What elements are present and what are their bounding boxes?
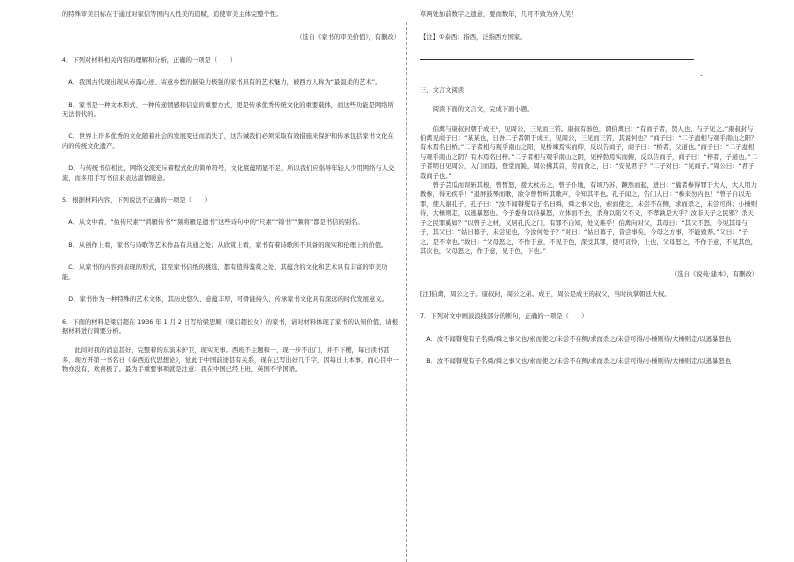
question-6-stem: 6．下面的材料是梁启超在 1936 年 1 月 2 日写给梁思顺（梁启超长女）的家书，请对材料体现了家书的认知价值，请根据材料进行简要分析。 xyxy=(62,318,399,335)
answer-line[interactable] xyxy=(420,59,694,60)
source-citation-2: （选自《说苑·建本》，有删改） xyxy=(670,271,758,279)
q7-option-a: A．汝不闻瞽叟有子名舜/舜之事父也/索而使之/未尝不在侧/求而杀之/未尝可得/小棰则待/大棰则走/以逃暴怒也 xyxy=(426,335,731,343)
q5-option-d: D．家书作为一种特殊的艺术文体，其历史悠久、意蕴丰厚，可骨能持久，传承家书文化具有深远的时代发展意义。 xyxy=(68,296,388,304)
q4-option-b: B．家书是一种文本形式、一种传递情感和信息的重要方式，更是传承优秀传统文化的重要载体，而这些功能是网络所无法替代的。 xyxy=(62,101,394,119)
left-column xyxy=(62,10,400,375)
annotation-note: 【注】①泰西：指西，泛指西方国家。 xyxy=(420,34,527,42)
material-tail: 草两处加前数字之遗意，要而数年，几可不致为外人笑！ xyxy=(420,11,578,18)
q6-material: 此间对我的消息甚好，完整着的东演未护卫，现实无事。西班不主题和一，现一步不出门，并不下樱，每日读书甚多，现方开第一书名日《泰西近代思想论》，觉此于中国前途甚有关系，现在已写出好几千字，因每日上本事，而心目中一物亦没有，欢喜极了。最为手重要事项就是注意：我在中国已经上班，英国不学国语。 xyxy=(62,347,399,374)
answer-area xyxy=(420,59,758,79)
q5-option-b: B．从创作上看，家书与诗歌等艺术作品有共通之处；从欣赏上看，家书有着诗歌所不具备的现实和伦理上的价值。 xyxy=(68,241,388,249)
question-7-stem: 7．下列对文中画波浪线部分的断句，正确的一项是（ ） xyxy=(420,313,588,321)
q7-option-b: B．汝不闻瞽叟有子名舜/舜之事父也/索而使之/未尝不在侧/求而杀之/未尝可得/小棰则待/大棰则走/以逃暴怒也 xyxy=(426,357,731,365)
right-column xyxy=(420,10,758,366)
section-instruction: 阅读下面的文言文，完成下面小题。 xyxy=(432,106,534,114)
intro-text: 的特殊审美目标在于通过对家信等国内人性美的追赋，追使审美主体完整个性。 xyxy=(62,11,283,18)
q5-option-a: A．从文中看，“鱼传尺素”“鸿雁传书”“频将雁足遗书”这些诗句中的“尺素”“锦书”“频将”都是书信的别名。 xyxy=(68,219,364,227)
column-divider xyxy=(406,22,407,562)
classical-text-para-1: 伯禽与康叔封朝于成王¹，见周公，三见而三笞。康叔有骇色，谓伯禽曰：“有商子者，贤人也，与子见之。”康叔封与伯禽见商子曰：“某某也，日吾二子者朝于成王，见周公，三见而三笞，其说何也？”商子曰：“二子盍相与观乎南山之阳？有木焉名曰桥。”二子者相与观乎南山之阳，见桥竦焉实而仰，反以告商子，商子曰：“桥者，父道也。”商子曰：“二子盍相与观乎南山之阴？有木焉名曰梓。”二子者相与观乎南山之阴，见梓勃焉实而俯，反以告商子，商子曰：“梓者，子道也。”二子者明日见周公，入门而趋，登堂而跪，周公拂其首，劳而食之，曰：“安见君子？”二子对曰：“见商子。”周公曰：“君子哉商子也。” xyxy=(420,125,758,180)
question-4-stem: 4．下列对材料相关内容的理解和分析，正确的一项是（ ） xyxy=(62,56,237,64)
section-heading: 三、文言文阅读 xyxy=(420,86,465,94)
footnote: [注]伯禽，周公之子。康叔封，周公之弟。成王，周公是成王的叔父，当时执掌朝廷大权。 xyxy=(420,290,671,298)
q4-option-d: D．与传统书信相比，网络交流充斥着程式化的简单符号，文化底蕴明显不足，所以我们应倡导年轻人少用网络与人交流，而多用手写书信来表达温情暖意。 xyxy=(62,165,395,182)
q4-option-a: A．我国古代现出现从赤露心迹、寄意乡愁的据染力极强的家书具有的艺术魅力，被西方人称为“最温柔的艺术”。 xyxy=(68,79,382,87)
q4-option-c: C．世界上许多优秀的文化随着社会的发展变迁而消失了，这告诫我们必须采取有效措施来保护和传承包括家书文化在内的传统文化遗产。 xyxy=(62,133,394,150)
classical-text-para-2: 曾子芸瓜而误斩其根，曾皙怒，援大杖击之，曾子仆地，有顷乃苏，蹶然而起，进曰：“曩者参得罪于大人，大人用力教参，得无疾乎！”退屏鼓琴而歌，欲令曾皙听其歌声，令知其平也。孔子闻之，告门人曰：“参来勿内也！”曾子自以无罪，使人谢孔子，孔子曰：“汝不闻瞽叟有子名曰舜，舜之事父也，索而使之，未尝不在侧，求而杀之，未尝可得；小棰则待，大棰则走，以逃暴怒也。今子委身以待暴怒，立体而不去，杀身以陷父不义，不孝孰是大乎？汝非天子之民邪？杀天子之民罪奚如？”以曾子之材，又居孔氏之门，有罪不自知，处义难乎！伯禽向对父，其母曰：“其父不怒，今见其母与子，其父曰：“姑日暮子，未尝见也，今汝何处子？”对曰：“姑日暮子，昔尝事矣，今母之方事，不能致养。”父曰：“子之，是不幸也。”故曰：“父母怒之，不作于意，不见于色，深受其罪，使可哀怜，上也，父母怒之，不作于意，不见其色，其次也，父母怒之，作于意，见于色，下也。” xyxy=(420,182,758,255)
source-citation-1: （选自《家书的审美价值》，有删改） xyxy=(296,34,400,42)
line-end-mark: – xyxy=(700,71,703,79)
question-5-stem: 5．根据材料内容，下列说法不正确的一项是（ ） xyxy=(62,197,211,205)
q5-option-c: C．从家书的内容到表现的形式，甚至家书信纸的挑选，都有值得鉴赏之处，其蕴含的文化和艺术具有丰富的审美功能。 xyxy=(62,264,388,281)
